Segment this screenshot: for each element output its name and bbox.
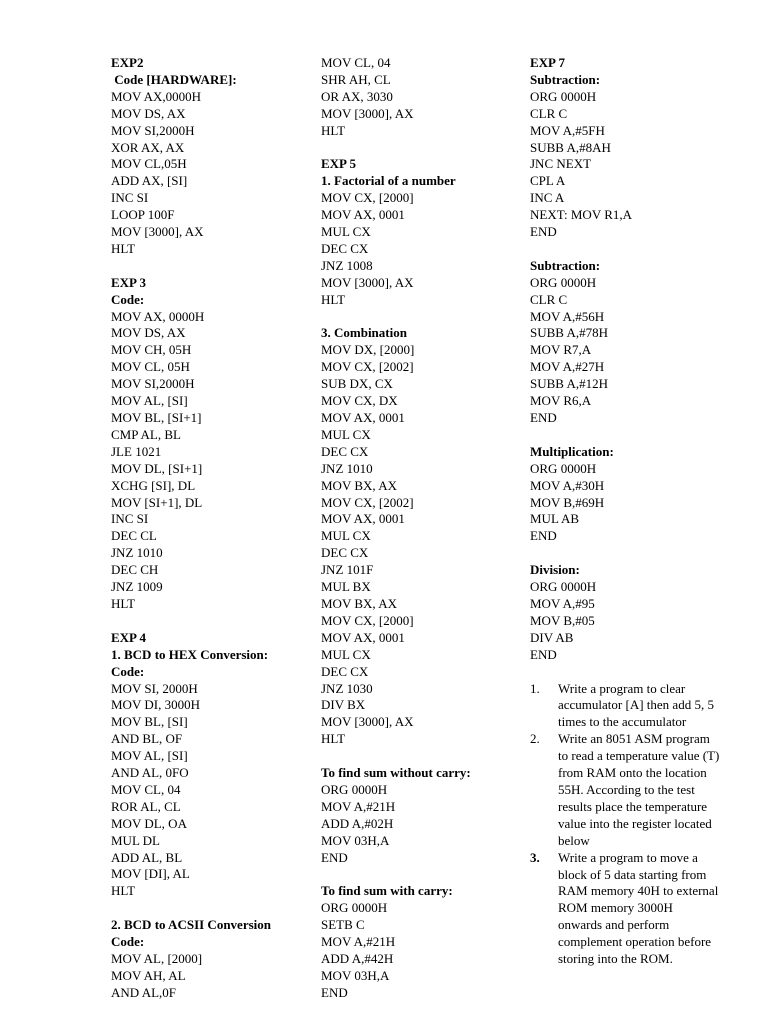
code-line: MOV DL, OA	[111, 815, 187, 831]
code-line: MOV A,#95	[530, 595, 595, 611]
spacer	[530, 545, 730, 562]
code-line: MOV A,#56H	[530, 308, 605, 324]
code-line: XCHG [SI], DL	[111, 477, 196, 493]
code-line: ORG 0000H	[530, 274, 597, 290]
spacer	[321, 309, 511, 326]
section-heading: Code:	[111, 934, 145, 950]
code-line: MOV AH, AL	[111, 967, 186, 983]
code-line: MOV CL, 04	[111, 781, 181, 797]
code-line: MOV A,#30H	[530, 477, 605, 493]
code-line: MOV CX, DX	[321, 393, 398, 409]
code-line: CPL A	[530, 173, 566, 189]
code-line: JLE 1021	[111, 443, 162, 459]
code-line: MOV AX, 0001	[321, 629, 405, 645]
code-line: CLR C	[530, 105, 568, 121]
code-line: CLR C	[530, 291, 568, 307]
code-line: MOV CX, [2000]	[321, 612, 414, 628]
code-line: MOV BX, AX	[321, 595, 397, 611]
column-3	[530, 55, 730, 968]
section-heading: EXP 4	[111, 629, 147, 645]
code-line: DEC CX	[321, 240, 369, 256]
task-item	[530, 731, 730, 849]
code-line: JNZ 1030	[321, 680, 373, 696]
code-line: AND AL, 0FO	[111, 765, 189, 781]
code-line: MOV AL, [SI]	[111, 393, 188, 409]
code-line: JNZ 1009	[111, 579, 163, 595]
code-line: MOV B,#05	[530, 612, 595, 628]
code-line: SUBB A,#78H	[530, 325, 609, 341]
spacer	[111, 258, 301, 275]
column-1	[111, 55, 301, 1002]
code-line: MUL DL	[111, 832, 160, 848]
column-2	[321, 55, 511, 1002]
code-line: MUL CX	[321, 224, 371, 240]
code-line: ADD A,#42H	[321, 950, 394, 966]
code-line: AND BL, OF	[111, 731, 183, 747]
code-line: MOV DX, [2000]	[321, 342, 415, 358]
section-heading: 1. BCD to HEX Conversion:	[111, 646, 269, 662]
spacer	[321, 140, 511, 157]
section-heading: 2. BCD to ACSII Conversion	[111, 917, 271, 933]
code-line: END	[530, 528, 557, 544]
code-line: MOV [3000], AX	[321, 714, 414, 730]
code-line: HLT	[321, 731, 346, 747]
spacer	[530, 241, 730, 258]
code-line: MUL CX	[321, 528, 371, 544]
spacer	[321, 866, 511, 883]
code-line: ORG 0000H	[530, 460, 597, 476]
code-line: ORG 0000H	[321, 900, 388, 916]
section-heading: Division:	[530, 562, 580, 578]
code-line: INC A	[530, 190, 565, 206]
code-line: MOV 03H,A	[321, 832, 390, 848]
code-line: MOV SI,2000H	[111, 122, 195, 138]
section-heading: Subtraction:	[530, 257, 601, 273]
section-heading: EXP 7	[530, 55, 566, 70]
code-line: XOR AX, AX	[111, 139, 185, 155]
code-line: MOV DL, [SI+1]	[111, 460, 203, 476]
code-line: END	[321, 984, 348, 1000]
code-line: MOV SI,2000H	[111, 376, 195, 392]
code-line: MUL CX	[321, 426, 371, 442]
code-line: END	[321, 849, 348, 865]
code-line: MOV CX, [2002]	[321, 359, 414, 375]
code-line: MOV DS, AX	[111, 105, 186, 121]
code-line: MOV CL, 05H	[111, 359, 190, 375]
section-heading: EXP2	[111, 55, 144, 70]
code-line: DEC CX	[321, 545, 369, 561]
section-heading: 3. Combination	[321, 325, 407, 341]
code-line: HLT	[321, 291, 346, 307]
task-item	[530, 850, 730, 968]
code-line: SETB C	[321, 917, 365, 933]
code-line: HLT	[111, 595, 136, 611]
code-line: MUL AB	[530, 511, 579, 527]
section-heading: EXP 5	[321, 156, 357, 172]
code-line: JNZ 1010	[321, 460, 373, 476]
code-line: MOV AX,0000H	[111, 88, 202, 104]
spacer	[530, 427, 730, 444]
code-line: MOV CX, [2000]	[321, 190, 414, 206]
code-line: MOV AX, 0001	[321, 207, 405, 223]
code-line: HLT	[321, 122, 346, 138]
code-line: MOV A,#27H	[530, 359, 605, 375]
code-line: MOV AL, [SI]	[111, 748, 188, 764]
spacer	[321, 748, 511, 765]
code-line: DEC CL	[111, 528, 157, 544]
code-line: MOV [3000], AX	[111, 224, 204, 240]
task-list	[530, 681, 730, 968]
code-line: ORG 0000H	[530, 579, 597, 595]
task-text: Write a program to move a block of 5 data starting from RAM memory 40H to external ROM memory 3000H onwards and perform complement operation before storing into the ROM.	[558, 849, 719, 967]
code-line: MOV AX, 0000H	[111, 308, 205, 324]
code-line: AND AL,0F	[111, 984, 177, 1000]
code-line: ROR AL, CL	[111, 798, 181, 814]
code-line: CMP AL, BL	[111, 426, 181, 442]
code-line: JNZ 1008	[321, 257, 373, 273]
code-line: DEC CH	[111, 562, 159, 578]
code-line: NEXT: MOV R1,A	[530, 207, 633, 223]
code-line: MOV B,#69H	[530, 494, 605, 510]
code-line: ORG 0000H	[530, 88, 597, 104]
task-text: Write a program to clear accumulator [A] then add 5, 5 times to the accumulator	[558, 680, 714, 730]
code-line: MOV DI, 3000H	[111, 697, 200, 713]
section-heading: To find sum without carry:	[321, 765, 471, 781]
section-heading: EXP 3	[111, 274, 147, 290]
spacer	[111, 613, 301, 630]
code-line: MOV A,#5FH	[530, 122, 605, 138]
code-line: MOV CH, 05H	[111, 342, 192, 358]
code-line: ADD AL, BL	[111, 849, 183, 865]
task-item	[530, 681, 730, 732]
code-line: MOV AL, [2000]	[111, 950, 203, 966]
code-line: HLT	[111, 883, 136, 899]
code-line: MOV [DI], AL	[111, 866, 190, 882]
code-line: DIV AB	[530, 629, 574, 645]
section-heading: Multiplication:	[530, 443, 614, 459]
task-number: 3.	[530, 849, 540, 865]
code-line: MUL BX	[321, 579, 371, 595]
code-line: MUL CX	[321, 646, 371, 662]
code-line: MOV 03H,A	[321, 967, 390, 983]
code-line: MOV [3000], AX	[321, 105, 414, 121]
code-line: MOV BL, [SI+1]	[111, 410, 202, 426]
code-line: MOV CL, 04	[321, 55, 391, 70]
code-line: HLT	[111, 240, 136, 256]
section-heading: 1. Factorial of a number	[321, 173, 456, 189]
code-line: MOV A,#21H	[321, 934, 396, 950]
code-line: MOV CL,05H	[111, 156, 187, 172]
code-line: JNZ 1010	[111, 545, 163, 561]
section-heading: To find sum with carry:	[321, 883, 453, 899]
code-line: MOV AX, 0001	[321, 410, 405, 425]
code-line: INC SI	[111, 190, 149, 206]
code-line: SUBB A,#8AH	[530, 139, 611, 155]
code-line: MOV BL, [SI]	[111, 714, 188, 730]
code-line: MOV A,#21H	[321, 798, 396, 814]
section-heading: Subtraction:	[530, 71, 601, 87]
code-line: ADD AX, [SI]	[111, 173, 188, 189]
section-heading: Code:	[111, 291, 145, 307]
code-line: MOV AX, 0001	[321, 511, 405, 527]
code-line: OR AX, 3030	[321, 88, 393, 104]
code-line: LOOP 100F	[111, 207, 175, 223]
code-line: SUBB A,#12H	[530, 376, 609, 392]
code-line: MOV R7,A	[530, 342, 592, 358]
code-line: DIV BX	[321, 697, 366, 713]
code-line: DEC CX	[321, 663, 369, 679]
code-line: ORG 0000H	[321, 781, 388, 797]
code-line: MOV [3000], AX	[321, 274, 414, 290]
section-heading: Code:	[111, 663, 145, 679]
code-line: MOV CX, [2002]	[321, 494, 414, 510]
code-line: END	[530, 224, 557, 240]
code-line: JNC NEXT	[530, 156, 592, 172]
code-line: MOV [SI+1], DL	[111, 494, 203, 510]
task-number: 2.	[530, 731, 540, 747]
code-line: MOV BX, AX	[321, 477, 397, 493]
code-line: SHR AH, CL	[321, 71, 391, 87]
column-3-lines	[530, 55, 730, 664]
task-text: Write an 8051 ASM program to read a temperature value (T) from RAM onto the location 55H. According to the test results place the temperature value into the register located below	[558, 731, 720, 848]
code-line: MOV R6,A	[530, 393, 592, 409]
code-line: INC SI	[111, 511, 149, 527]
code-line: SUB DX, CX	[321, 376, 393, 392]
task-number: 1.	[530, 680, 540, 696]
spacer	[111, 900, 301, 917]
code-line: JNZ 101F	[321, 562, 374, 578]
code-line: END	[530, 646, 557, 662]
code-line: DEC CX	[321, 443, 369, 459]
code-line: MOV DS, AX	[111, 325, 186, 341]
code-line: ADD A,#02H	[321, 815, 394, 831]
section-heading: Code [HARDWARE]:	[111, 71, 237, 87]
code-line: END	[530, 410, 557, 426]
code-line: MOV SI, 2000H	[111, 680, 198, 696]
